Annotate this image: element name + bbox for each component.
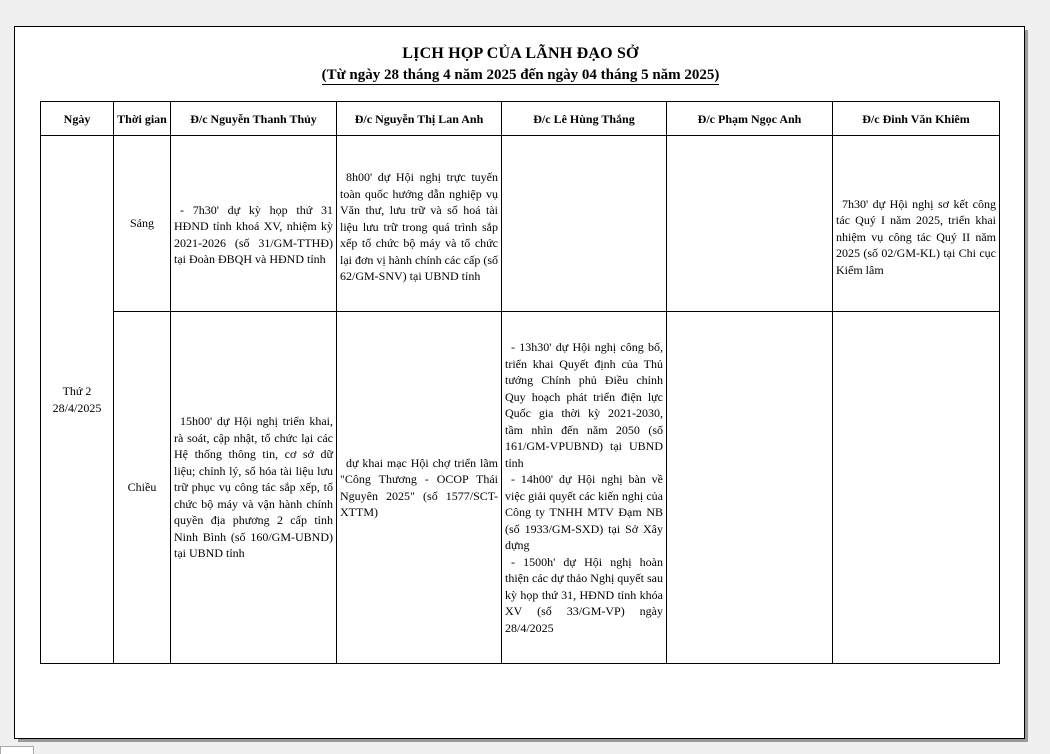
header-day: Ngày — [41, 102, 114, 136]
document-page — [14, 26, 1025, 739]
morning-leader-2-text: 8h00' dự Hội nghị trực tuyến toàn quốc hướng dẫn nghiệp vụ Văn thư, lưu trữ và số hoá tài liệu lưu trữ trong quá trình sắp xếp tổ chức bộ máy và tổ chức lại đơn vị hành chính các cấp (số 62/GM-SNV) tại UBND tỉnh — [340, 170, 498, 284]
subtitle-text: (Từ ngày 28 tháng 4 năm 2025 đến ngày 04 tháng 5 năm 2025) — [321, 67, 720, 83]
morning-leader-3 — [502, 136, 667, 312]
table-row-morning — [41, 136, 1000, 312]
page-shadow-right — [1025, 30, 1028, 742]
document-subtitle — [15, 67, 1026, 84]
page-shadow-bottom — [18, 739, 1028, 742]
afternoon-leader-3-item-1: - 13h30' dự Hội nghị công bố, triển khai Quyết định của Thủ tướng Chính phủ Điều chỉnh Quy hoạch phát triển điện lực Quốc gia thời kỳ 2021-2030, tầm nhìn đến năm 2050 (số 161/GM-VPUBND) tại UBND tỉnh — [505, 340, 663, 470]
header-leader-5: Đ/c Đinh Văn Khiêm — [833, 102, 1000, 136]
afternoon-leader-2-text: dự khai mạc Hội chợ triển lãm "Công Thương - OCOP Thái Nguyên 2025" (số 1577/SCT-XTTM) — [340, 455, 498, 519]
morning-leader-4 — [667, 136, 833, 312]
table-row-afternoon — [41, 312, 1000, 664]
header-leader-1: Đ/c Nguyễn Thanh Thủy — [171, 102, 337, 136]
header-time: Thời gian — [114, 102, 171, 136]
schedule-table — [40, 101, 1000, 664]
morning-leader-1 — [171, 136, 337, 312]
afternoon-leader-5 — [833, 312, 1000, 664]
afternoon-leader-1 — [171, 312, 337, 664]
afternoon-leader-2 — [337, 312, 502, 664]
document-title: LỊCH HỌP CỦA LÃNH ĐẠO SỞ — [402, 45, 639, 62]
morning-leader-1-text: - 7h30' dự kỳ họp thứ 31 HĐND tỉnh khoá XV, nhiệm kỳ 2021-2026 (số 31/GM-TTHĐ) tại Đoàn ĐBQH và HĐND tỉnh — [174, 202, 333, 266]
afternoon-leader-3 — [502, 312, 667, 664]
morning-leader-5 — [833, 136, 1000, 312]
day-weekday: Thứ 2 — [62, 384, 92, 398]
time-morning: Sáng — [114, 136, 171, 312]
header-leader-4: Đ/c Phạm Ngọc Anh — [667, 102, 833, 136]
afternoon-leader-4 — [667, 312, 833, 664]
header-leader-3: Đ/c Lê Hùng Thắng — [502, 102, 667, 136]
afternoon-leader-1-text: 15h00' dự Hội nghị triển khai, rà soát, cập nhật, tổ chức lại các Hệ thống thông tin, cơ sở dữ liệu; chỉnh lý, số hóa tài liệu lưu trữ phục vụ công tác sắp xếp, tổ chức bộ máy và vận hành chính quyền địa phương 2 cấp tỉnh Ninh Bình (số 160/GM-UBND) tại UBND tỉnh — [174, 414, 333, 561]
morning-leader-2 — [337, 136, 502, 312]
header-leader-2: Đ/c Nguyễn Thị Lan Anh — [337, 102, 502, 136]
day-cell — [41, 136, 114, 664]
afternoon-leader-3-item-3: - 1500h' dự Hội nghị hoàn thiện các dự thảo Nghị quyết sau kỳ họp thứ 31, HĐND tỉnh khóa XV (số 33/GM-VP) ngày 28/4/2025 — [505, 554, 663, 635]
header-row — [41, 102, 1000, 136]
time-afternoon: Chiều — [114, 312, 171, 664]
morning-leader-5-text: 7h30' dự Hội nghị sơ kết công tác Quý I năm 2025, triển khai nhiệm vụ công tác Quý II năm 2025 (số 02/GM-KL) tại Chi cục Kiểm lâm — [836, 196, 996, 277]
afternoon-leader-3-item-2: - 14h00' dự Hội nghị bàn về việc giải quyết các kiến nghị của Công ty TNHH MTV Đạm NB (số 1933/GM-SXD) tại Sở Xây dựng — [505, 472, 663, 552]
day-date: 28/4/2025 — [52, 400, 102, 415]
